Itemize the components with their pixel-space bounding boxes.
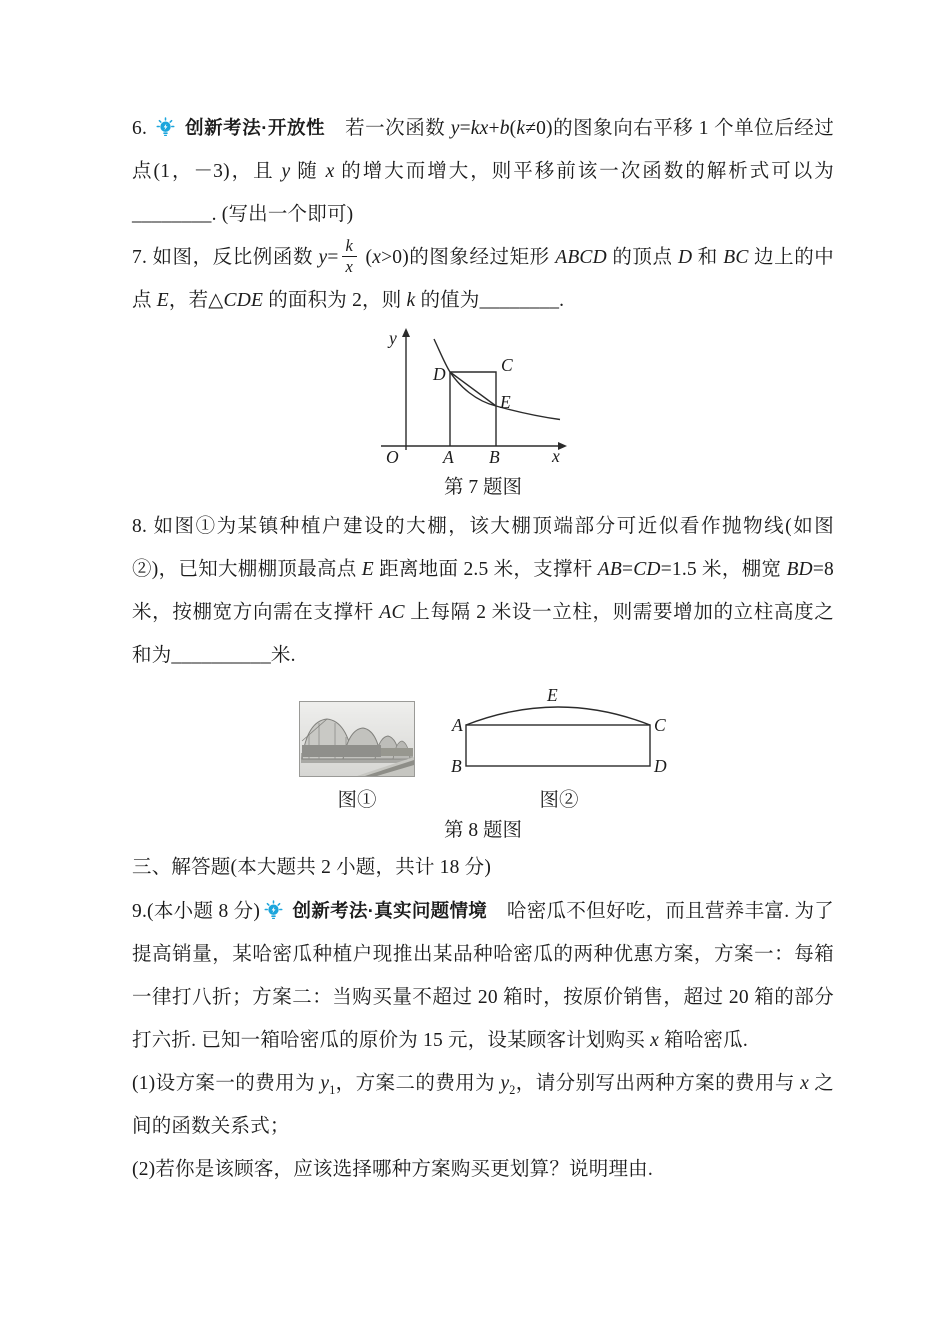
text-run: CDE (223, 290, 264, 311)
text-run: 和 (692, 247, 724, 268)
question-7 (132, 236, 834, 322)
text-run: y (450, 118, 460, 139)
text-run: ，请分别写出两种方案的费用与 (515, 1073, 801, 1094)
text-run: k (406, 290, 416, 311)
text-run: __________ (171, 645, 271, 666)
hyperbola-curve (434, 339, 560, 420)
text-run: 随 (290, 161, 326, 182)
text-run: 哈密瓜不但好吃，而且营养丰富. 为了提高销量，某哈密瓜种植户现推出某品种哈密瓜的两种优惠方案，方案一：每箱一律打八折；方案二：当购买量不超过 20 箱时，按原价销售，超过 20 箱的部分打六折. 已知一箱哈密瓜的原价为 15 元，设某顾客计划购买 (132, 901, 834, 1051)
q8-diagram-column (451, 687, 667, 816)
text-run: =1.5 米，棚宽 (660, 559, 787, 580)
text-run: 1 (329, 1082, 336, 1097)
text-run: kx (470, 118, 489, 139)
text-run: ，若△ (168, 290, 224, 311)
text-run: y (318, 247, 328, 268)
text-run: =8 米，按棚宽方向需在支撑杆 (132, 559, 834, 623)
label-point-b: B (489, 447, 500, 466)
text-run: y (500, 1073, 510, 1094)
text-run: ( (509, 118, 517, 139)
text-run: (2)若你是该顾客，应该选择哪种方案购买更划算？说明理由. (132, 1159, 653, 1180)
text-run: D (678, 247, 693, 268)
text-run: 8. 如图①为某镇种植户建设的大棚，该大棚顶端部分可近似看作抛物线(如图②)，已知大棚棚顶最高点 (132, 516, 834, 580)
q7-figure-caption: 第 7 题图 (443, 477, 522, 498)
label-point-a: A (452, 715, 463, 735)
text-run: 米. (270, 645, 296, 666)
text-run: 的顶点 (606, 247, 679, 268)
question-tag-label: 创新考法·开放性 (179, 117, 326, 138)
text-run: = (622, 559, 634, 580)
text-run: = (459, 118, 471, 139)
label-point-d: D (433, 364, 446, 384)
text-run: 距离地面 2.5 米，支撑杆 (373, 559, 598, 580)
segment-de (450, 372, 496, 406)
text-run: x (650, 1030, 659, 1051)
text-run: = (327, 247, 339, 268)
q8-figure-caption: 第 8 题图 (443, 820, 522, 841)
text-run: ( (360, 247, 373, 268)
text-run: ________ (479, 290, 560, 311)
text-run: 的增大而增大，则平移前该一次函数的解析式可以为 (334, 161, 834, 182)
y-axis-arrow (402, 328, 410, 337)
q7-figure (132, 324, 834, 505)
text-run: 的值为 (415, 290, 480, 311)
label-point-c: C (654, 715, 666, 735)
q7-hyperbola-graph (368, 324, 598, 466)
text-run: 6. (132, 118, 153, 139)
label-origin: O (386, 447, 399, 466)
question-9-part1 (132, 1062, 834, 1148)
text-run: + (488, 118, 500, 139)
inline-fraction: $\frac{k}{x}$ (342, 238, 358, 276)
greenhouses-photo (299, 701, 415, 777)
text-run: 7. 如图，反比例函数 (132, 247, 319, 268)
text-run: ________ (132, 204, 212, 225)
lightbulb-icon (263, 900, 284, 921)
text-run: y (281, 161, 291, 182)
text-run: b (499, 118, 510, 139)
text-run: x (325, 161, 335, 182)
label-point-e: E (500, 392, 511, 412)
q8-photo-caption: 图① (337, 790, 377, 811)
question-6 (132, 106, 834, 236)
text-run: CD (633, 559, 661, 580)
label-x-axis: x (552, 446, 560, 466)
text-run: 边上的中点 (132, 247, 834, 311)
label-point-a: A (443, 447, 454, 466)
text-run: x (372, 247, 382, 268)
text-run: AB (597, 559, 622, 580)
text-run: 之间的函数关系式； (132, 1073, 834, 1137)
label-y-axis: y (389, 328, 397, 348)
text-run: x (800, 1073, 809, 1094)
label-point-b: B (451, 756, 462, 776)
text-run: 箱哈密瓜. (658, 1030, 748, 1051)
question-8 (132, 505, 834, 677)
question-9 (132, 889, 834, 1062)
text-run: BC (723, 247, 749, 268)
text-run: 上每隔 2 米设一立柱，则需要增加的立柱高度之和为 (132, 602, 834, 666)
q8-figures (132, 687, 834, 816)
text-run: E (361, 559, 374, 580)
text-run: 的面积为 2，则 (263, 290, 407, 311)
text-run: >0)的图象经过矩形 (381, 247, 556, 268)
text-run: k (516, 118, 526, 139)
text-run: y (320, 1073, 330, 1094)
parabola-arc (466, 707, 650, 725)
rectangle-abcd (450, 372, 496, 446)
text-run: BD (786, 559, 813, 580)
question-9-part2 (132, 1148, 834, 1191)
q8-parabola-diagram (451, 687, 667, 777)
text-run: AC (379, 602, 405, 623)
text-run: 2 (509, 1082, 516, 1097)
text-run: ABCD (555, 247, 607, 268)
text-run: ≠0)的图象向右平移 1 个单位后经过点(1，－3)，且 (132, 118, 834, 182)
section-3-heading: 三、解答题(本大题共 2 小题，共计 18 分) (132, 857, 492, 878)
q8-photo-column (299, 701, 415, 816)
text-run: E (156, 290, 169, 311)
text-run: . (559, 290, 565, 311)
text-run: 9.(本小题 8 分) (132, 901, 261, 922)
label-point-d: D (654, 756, 667, 776)
text-run: ，方案二的费用为 (335, 1073, 501, 1094)
label-apex-e: E (547, 687, 558, 705)
text-run: (1)设方案一的费用为 (132, 1073, 321, 1094)
rectangle-abdc (466, 725, 650, 766)
lightbulb-icon (155, 117, 176, 138)
question-tag-label: 创新考法·真实问题情境 (287, 900, 488, 921)
label-point-c: C (501, 355, 513, 375)
q8-diagram-caption: 图② (539, 790, 579, 811)
text-run: 若一次函数 (325, 118, 451, 139)
text-run: . (写出一个即可) (211, 204, 354, 225)
